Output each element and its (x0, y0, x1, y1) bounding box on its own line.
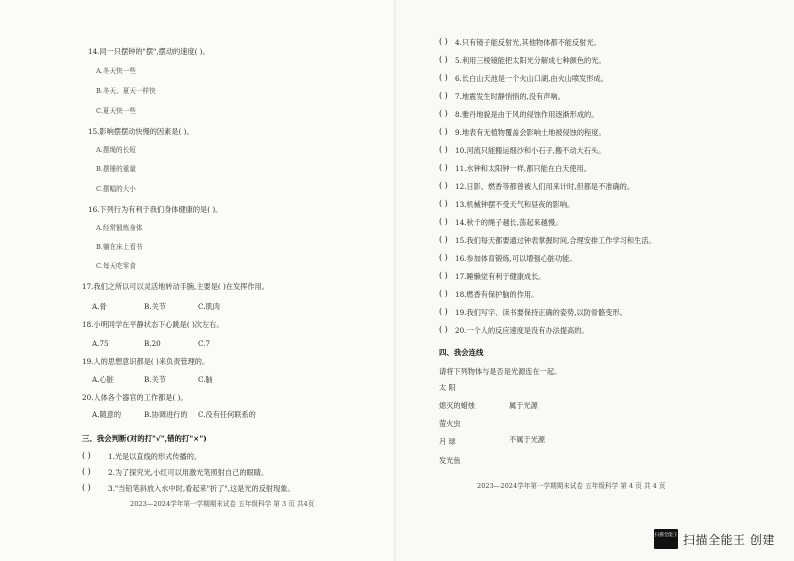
match-category-not-light-source[interactable]: 不属于光源 (509, 435, 545, 444)
q15-option-a: A.摆绳的长短 (96, 146, 136, 154)
q20-option-b: B.协调进行的 (144, 410, 188, 419)
judge-1-text: 1.光是以直线的形式传播的。 (108, 452, 202, 461)
q14-option-c: C.夏天快一些 (96, 107, 136, 115)
judge-12-text: 12.日影、燃香等都曾被人们用来计时,但都是不准确的。 (455, 182, 635, 191)
q20-option-c: C.没有任何联系的 (198, 410, 256, 419)
judge-13-text: 13.机械钟摆不受天气和昼夜的影响。 (455, 200, 575, 209)
judge-6-paren[interactable]: ( ) (439, 73, 448, 82)
judge-3-text: 3."当铅笔斜放入水中时,看起来"折了",这是光的反射现象。 (108, 484, 295, 493)
match-item-candle[interactable]: 熄灭的蜡烛 (439, 401, 475, 410)
match-category-light-source[interactable]: 属于光源 (509, 401, 538, 410)
judge-19-paren[interactable]: ( ) (439, 307, 448, 316)
judge-4-text: 4.只有镜子能反射光,其他物体都不能反射光。 (455, 38, 601, 47)
judge-16-paren[interactable]: ( ) (439, 253, 448, 262)
judge-13-paren[interactable]: ( ) (439, 199, 448, 208)
match-item-sun[interactable]: 太 阳 (439, 383, 456, 392)
judge-5-paren[interactable]: ( ) (439, 55, 448, 64)
q17-stem: 17.我们之所以可以灵活地转动手腕,主要是( )在发挥作用。 (82, 282, 269, 291)
judge-16-text: 16.参加体育锻炼,可以增强心脏功能。 (455, 254, 577, 263)
judge-15-paren[interactable]: ( ) (439, 235, 448, 244)
q14-stem: 14.同一只摆钟的"摆",摆动的速度( )。 (88, 47, 210, 56)
judge-7-paren[interactable]: ( ) (439, 91, 448, 100)
q20-stem: 20.人体各个器官的工作都是( )。 (82, 393, 188, 402)
judge-5-text: 5.利用三棱镜能把太阳光分解成七种颜色的光。 (455, 56, 606, 65)
judge-8-paren[interactable]: ( ) (439, 109, 448, 118)
q19-option-c: C.脑 (198, 375, 213, 384)
q16-option-a: A.经常锻炼身体 (96, 224, 143, 232)
q14-option-b: B.冬天、夏天一样快 (96, 87, 156, 95)
q19-option-a: A.心脏 (92, 375, 114, 384)
judge-2-paren[interactable]: ( ) (82, 467, 91, 476)
left-page-footer: 2023—2024学年第一学期期末试卷 五年级科学 第 3 页 共4页 (130, 500, 315, 508)
judge-12-paren[interactable]: ( ) (439, 181, 448, 190)
judge-7-text: 7.地震发生时静悄悄的,没有声响。 (455, 92, 565, 101)
q16-option-c: C.每天吃零食 (96, 262, 136, 270)
judge-4-paren[interactable]: ( ) (439, 37, 448, 46)
q19-option-b: B.关节 (144, 375, 166, 384)
scanner-logo-text: 扫描全能王 (654, 533, 678, 538)
match-item-fish[interactable]: 发光鱼 (439, 456, 461, 465)
judge-9-text: 9.地表有无植物覆盖会影响土地被侵蚀的程度。 (455, 128, 606, 137)
judge-11-text: 11.水钟和太阳钟一样,都只能在白天使用。 (455, 164, 591, 173)
judge-20-text: 20.一个人的反应速度是没有办法提高的。 (455, 326, 589, 335)
judge-17-paren[interactable]: ( ) (439, 271, 448, 280)
q17-option-a: A.骨 (92, 302, 107, 311)
judge-3-paren[interactable]: ( ) (82, 483, 91, 492)
q20-option-a: A.随意的 (92, 410, 122, 419)
judge-18-text: 18.燃香有保护脑的作用。 (455, 290, 539, 299)
q18-option-c: C.7 (198, 339, 211, 348)
matching-instruction: 请将下列物体与是否是光源连在一起。 (439, 367, 562, 376)
judge-2-text: 2.为了探究光,小红可以用激光笔照射自己的眼睛。 (108, 468, 269, 477)
section-4-heading: 四、我会连线 (439, 348, 484, 357)
q17-option-b: B.关节 (144, 302, 166, 311)
judge-9-paren[interactable]: ( ) (439, 127, 448, 136)
q16-stem: 16.下列行为有利于我们身体健康的是( )。 (88, 205, 223, 214)
scanner-watermark-text: 扫描全能王 创建 (683, 533, 775, 547)
judge-11-paren[interactable]: ( ) (439, 163, 448, 172)
match-item-firefly[interactable]: 萤火虫 (439, 419, 461, 428)
judge-20-paren[interactable]: ( ) (439, 325, 448, 334)
q14-option-a: A.冬天快一些 (96, 67, 136, 75)
judge-6-text: 6.长白山天池是一个火山口湖,由火山喷发形成。 (455, 74, 608, 83)
judge-1-paren[interactable]: ( ) (82, 451, 91, 460)
q18-option-a: A.75 (92, 339, 109, 348)
q15-option-b: B.摆锤的重量 (96, 165, 136, 173)
q18-stem: 18.小明同学在平静状态下心跳是( )次左右。 (82, 320, 224, 329)
judge-8-text: 8.雅丹地貌是由于风的侵蚀作用逐渐形成的。 (455, 110, 599, 119)
match-item-moon[interactable]: 月 球 (439, 437, 456, 446)
judge-10-text: 10.河流只能搬运细沙和小石子,搬不动大石头。 (455, 146, 606, 155)
q17-option-c: C.肌肉 (198, 302, 220, 311)
q15-option-c: C.摆幅的大小 (96, 185, 136, 193)
q16-option-b: B.躺在床上看书 (96, 243, 143, 251)
q18-option-b: B.20 (144, 339, 161, 348)
q15-stem: 15.影响摆摆动快慢的因素是( )。 (88, 127, 194, 136)
section-3-heading: 三、我会判断(对的打"√",错的打"×") (82, 434, 207, 443)
scanner-logo (654, 529, 678, 549)
judge-19-text: 19.我们写字、读书要保持正确的姿势,以防骨骼变形。 (455, 308, 627, 317)
right-page (397, 0, 794, 561)
right-page-footer: 2023—2024学年第一学期期末试卷 五年级科学 第 4 页 共 4 页 (477, 482, 666, 490)
judge-14-text: 14.秋千的绳子越长,荡起来越慢。 (455, 218, 563, 227)
judge-18-paren[interactable]: ( ) (439, 289, 448, 298)
judge-10-paren[interactable]: ( ) (439, 145, 448, 154)
q19-stem: 19.人的思想意识都是( )来负责管理的。 (82, 357, 210, 366)
judge-15-text: 15.我们每天都要通过钟表掌握时间,合理安排工作学习和生活。 (455, 236, 656, 245)
judge-14-paren[interactable]: ( ) (439, 217, 448, 226)
judge-17-text: 17.睡懒觉有利于健康成长。 (455, 272, 546, 281)
